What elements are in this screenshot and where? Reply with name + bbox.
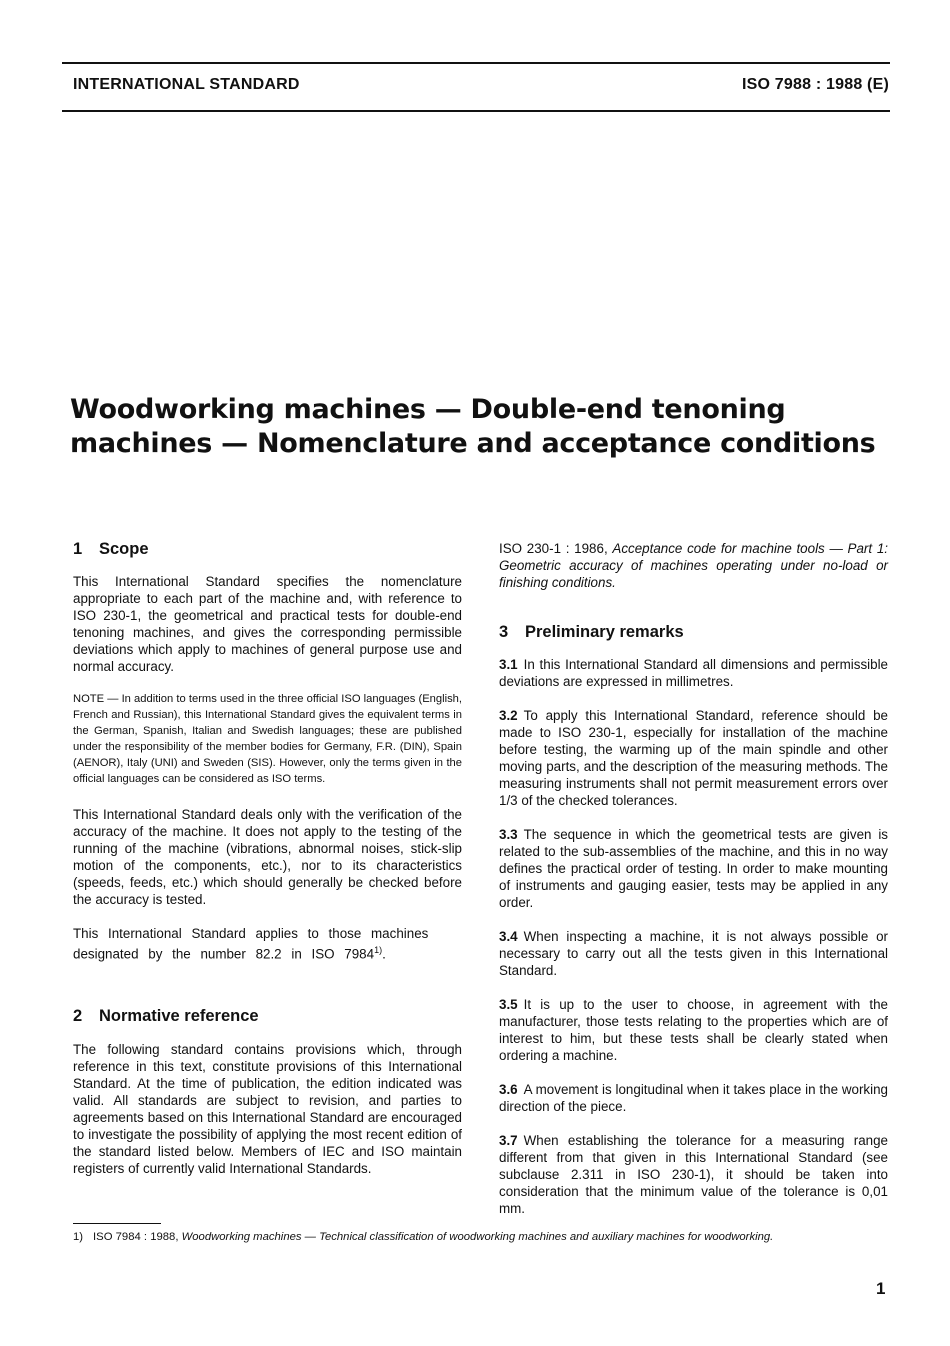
clause-number: 3.2 xyxy=(499,708,518,723)
header-document-number: ISO 7988 : 1988 (E) xyxy=(742,76,889,93)
scope-note: NOTE — In addition to terms used in the three official ISO languages (English, French and Russian), this International Standard gives the equivalent terms in the German, Spanish, Italian and Swedish languages; these are published under the responsibility of the member bodies for Germany, F.R. (DIN), Spain (AENOR), Italy (UNI) and Sweden (SIS). However, only the terms given in the official languages can be considered as ISO terms. xyxy=(73,693,462,785)
clause-text: It is up to the user to choose, in agreement with the manufacturer, those tests relating to the properties which are of interest to him, but these tests shall be clearly stated when ordering a machine. xyxy=(499,997,888,1063)
clause-text: A movement is longitudinal when it takes place in the working direction of the piece. xyxy=(499,1082,888,1114)
section-3-heading xyxy=(499,621,888,643)
section-2-number: 2 xyxy=(73,1007,83,1026)
scope-paragraph-2: This International Standard deals only with the verification of the accuracy of the machine. It does not apply to the testing of the running of the machine (vibrations, abnormal noises, stick-slip motion of the components, etc.), nor to its characteristics (speeds, feeds, etc.) which should generally be checked before the accuracy is tested. xyxy=(73,807,462,907)
clause-text: When inspecting a machine, it is not always possible or necessary to carry out all the tests given in this International Standard. xyxy=(499,929,888,978)
clause-number: 3.5 xyxy=(499,997,518,1012)
normative-reference-paragraph: The following standard contains provisions which, through reference in this text, constitute provisions of this International Standard. At the time of publication, the edition indicated was valid. All standards are subject to revision, and parties to agreements based on this International Standard are encouraged to investigate the possibility of applying the most recent edition of the standard listed below. Members of IEC and ISO maintain registers of currently valid International Standards. xyxy=(73,1042,462,1177)
footnote-reference: 1) xyxy=(374,945,383,955)
clause-text: To apply this International Standard, reference should be made to ISO 230-1, especially for installation of the machine before testing, the warming up of the main spindle and other moving parts, and the description of the measuring methods. The measuring instruments shall not permit measurement errors over 1/3 of the checked tolerances. xyxy=(499,708,888,808)
footnote-mark: 1) xyxy=(73,1231,84,1243)
section-3-title: Preliminary remarks xyxy=(525,623,684,641)
clause-text: In this International Standard all dimensions and permissible deviations are expressed in millimetres. xyxy=(499,657,888,689)
section-2-title: Normative reference xyxy=(99,1007,259,1026)
clause-3-6 xyxy=(499,1081,888,1115)
clause-3-1 xyxy=(499,656,888,690)
clause-number: 3.6 xyxy=(499,1082,518,1097)
reference-number: ISO 230-1 : 1986, xyxy=(499,541,608,556)
clause-number: 3.3 xyxy=(499,827,518,842)
header-bottom-rule xyxy=(62,110,890,112)
document-title xyxy=(70,393,890,461)
page-header xyxy=(73,76,889,94)
footnote-reference-number: ISO 7984 : 1988, xyxy=(93,1231,179,1243)
header-left-label: INTERNATIONAL STANDARD xyxy=(73,76,300,93)
clause-3-3 xyxy=(499,826,888,911)
title-line-1: Woodworking machines — Double-end tenoning xyxy=(70,394,786,425)
right-column xyxy=(499,538,888,1217)
left-column xyxy=(73,538,462,1177)
reference-title: Acceptance code for machine tools — Part 1: Geometric accuracy of machines operating under no-load or finishing conditions. xyxy=(499,541,888,590)
scope-paragraph-3-end: . xyxy=(382,946,386,962)
section-1-heading xyxy=(73,538,462,560)
section-3-number: 3 xyxy=(499,623,509,641)
clause-3-7 xyxy=(499,1132,888,1217)
footnote-title: Woodworking machines — Technical classification of woodworking machines and auxiliary machines for woodworking. xyxy=(181,1231,774,1243)
normative-reference-entry xyxy=(499,540,888,591)
section-1-title: Scope xyxy=(99,540,149,558)
footnote xyxy=(73,1229,893,1245)
clause-text: The sequence in which the geometrical tests are given is related to the sub-assemblies of the machine, and this in no way defines the practical order of testing. In order to make mounting of instruments and gauging easier, tests may be applied in any order. xyxy=(499,827,888,910)
clause-3-2 xyxy=(499,707,888,809)
scope-paragraph-1: This International Standard specifies the nomenclature appropriate to each part of the machine and, with reference to ISO 230-1, the geometrical and practical tests for double-end tenoning machines, and gives the corresponding permissible deviations which apply to machines of general purpose use and normal accuracy. xyxy=(73,574,462,674)
clause-text: When establishing the tolerance for a measuring range different from that given in this International Standard (see subclause 2.311 in ISO 230-1), it should be taken into consideration that the minimum value of the tolerance is 0,01 mm. xyxy=(499,1133,888,1216)
clause-3-5 xyxy=(499,996,888,1064)
scope-paragraph-3 xyxy=(73,925,462,962)
header-top-rule xyxy=(62,62,890,64)
clause-number: 3.1 xyxy=(499,657,518,672)
page-number: 1 xyxy=(876,1279,886,1298)
section-1-number: 1 xyxy=(73,540,83,558)
clause-number: 3.7 xyxy=(499,1133,518,1148)
title-line-2: machines — Nomenclature and acceptance conditions xyxy=(70,428,876,459)
scope-paragraph-3-text: This International Standard applies to those machines designated by the number 82.2 in ISO 7984 xyxy=(73,926,429,962)
clause-3-4 xyxy=(499,928,888,979)
clause-number: 3.4 xyxy=(499,929,518,944)
footnote-separator xyxy=(73,1223,161,1224)
section-2-heading xyxy=(73,1005,462,1027)
